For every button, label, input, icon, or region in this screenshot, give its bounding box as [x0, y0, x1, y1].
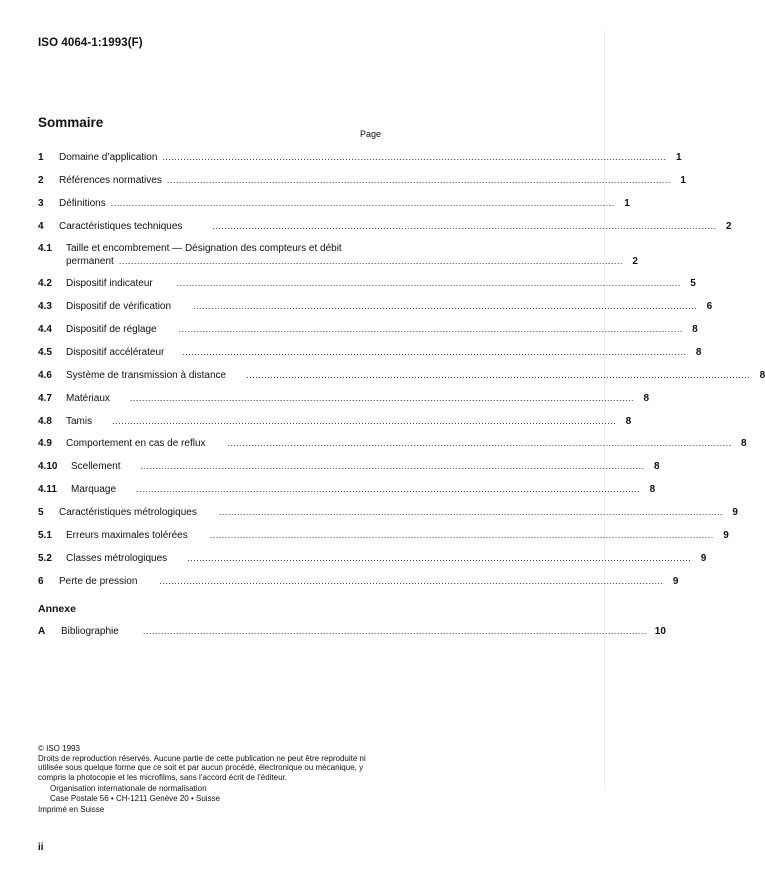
toc-entry: [38, 392, 649, 405]
toc-entry: [38, 460, 660, 473]
toc-leader-dots: [246, 369, 750, 382]
toc-entry-number: 4.8: [38, 416, 52, 427]
toc-entry-page: 8: [643, 393, 649, 404]
toc-entry: [38, 174, 686, 187]
toc-entry-number: 4: [38, 221, 44, 232]
toc-entry-number: 1: [38, 152, 44, 163]
toc-entry: [38, 151, 682, 164]
toc-entry: [38, 625, 666, 638]
toc-leader-dots: [193, 300, 697, 313]
toc-entry-number: 4.9: [38, 438, 52, 449]
printed-in: Imprimé en Suisse: [38, 805, 105, 814]
toc-entry-title: Références normatives: [59, 175, 162, 186]
toc-entry-number: 4.7: [38, 393, 52, 404]
toc-entry: [38, 529, 729, 542]
toc-entry: [38, 346, 702, 359]
toc-entry-title: Bibliographie: [61, 626, 119, 637]
toc-entry-page: 8: [649, 484, 656, 495]
toc-leader-dots: [167, 174, 671, 187]
toc-leader-dots: [177, 277, 681, 290]
toc-entry-page: 8: [654, 461, 660, 472]
toc-leader-dots: [143, 625, 647, 638]
toc-entry-page: 9: [732, 507, 738, 518]
organization-name: Organisation internationale de normalisation: [50, 784, 207, 793]
toc-leader-dots: [112, 415, 616, 428]
toc-entry: [38, 506, 738, 519]
toc-entry-title: Tamis: [66, 416, 93, 427]
toc-entry-page: 1: [624, 198, 630, 209]
toc-entry-page: 1: [675, 152, 682, 163]
toc-entry-title-block: [66, 242, 638, 268]
toc-entry: [38, 483, 656, 496]
toc-entry: [38, 300, 713, 313]
toc-entry-title: Scellement: [71, 461, 121, 472]
toc-entry-title: Erreurs maximales tolérées: [66, 530, 188, 541]
toc-entry-title: Caractéristiques techniques: [59, 221, 183, 232]
toc-entry-page: 8: [759, 370, 765, 381]
toc-entry-page: 9: [700, 553, 707, 564]
toc-entry-page: 6: [706, 301, 713, 312]
copyright-footer: [38, 744, 384, 815]
toc-entry-title: Système de transmission à distance: [66, 370, 227, 381]
copyright-notice: © ISO 1993: [38, 744, 80, 753]
toc-entry: [38, 323, 698, 336]
toc-entry-number: 4.3: [38, 301, 52, 312]
toc-entry-title: Comportement en cas de reflux: [66, 438, 206, 449]
toc-entry-title-continued: permanent: [66, 256, 114, 267]
toc-leader-dots: [119, 255, 623, 268]
organization-address: Case Postale 56 • CH-1211 Genève 20 • Suisse: [50, 793, 220, 803]
toc-entry: [38, 242, 638, 268]
toc-entry-number: 5.1: [38, 530, 52, 541]
toc-leader-dots: [212, 220, 716, 233]
toc-entry-title: Perte de pression: [59, 576, 138, 587]
toc-entry: [38, 415, 632, 428]
toc-entry-page: 5: [690, 278, 696, 289]
toc-entry-page: 8: [625, 416, 632, 427]
document-id: ISO 4064-1:1993(F): [38, 37, 143, 49]
toc-entry-page: 10: [654, 626, 666, 637]
toc-entry-number: 3: [38, 198, 44, 209]
toc-title: Sommaire: [38, 115, 104, 130]
toc-page-column-label: Page: [359, 129, 381, 139]
toc-entry-title: Classes métrologiques: [66, 553, 168, 564]
toc-entry-page: 9: [723, 530, 729, 541]
toc-entry-page: 2: [632, 256, 638, 267]
toc-entry: [38, 277, 696, 290]
toc-entry-title: Dispositif indicateur: [66, 278, 153, 289]
toc-entry-page: 2: [725, 221, 732, 232]
toc-leader-dots: [219, 506, 723, 519]
toc-leader-dots: [228, 437, 732, 450]
toc-entry-title: Dispositif de réglage: [66, 324, 157, 335]
toc-leader-dots: [159, 575, 663, 588]
annex-heading: Annexe: [38, 603, 76, 615]
toc-entry-title: Domaine d’application: [59, 152, 158, 163]
toc-entry-number: 2: [38, 175, 44, 186]
toc-entry-number: 5.2: [38, 553, 52, 564]
toc-entry: [38, 575, 679, 588]
toc-leader-dots: [182, 346, 686, 359]
toc-entry-title: Définitions: [59, 198, 106, 209]
toc-leader-dots: [130, 392, 634, 405]
toc-entry-number: 4.11: [38, 484, 57, 495]
toc-entry-title: Taille et encombrement — Désignation des compteurs et débit: [66, 243, 342, 254]
toc-entry-number: 4.10: [38, 461, 58, 472]
toc-leader-dots: [136, 483, 640, 496]
toc-entry-number: 6: [38, 576, 44, 587]
toc-entry: [38, 220, 732, 233]
toc-entry-title: Caractéristiques métrologiques: [59, 507, 197, 518]
toc-leader-dots: [210, 529, 714, 542]
toc-leader-dots: [179, 323, 683, 336]
toc-entry-title: Marquage: [71, 484, 117, 495]
toc-entry-page: 9: [672, 576, 679, 587]
toc-entry: [38, 197, 630, 210]
toc-entry-number: 4.5: [38, 347, 52, 358]
toc-entry-title: Dispositif de vérification: [66, 301, 172, 312]
toc-entry-number: 4.4: [38, 324, 52, 335]
toc-entry-number: 4.1: [38, 243, 52, 254]
scan-edge-line: [604, 30, 605, 790]
toc-entry-title-line2-row: [66, 255, 638, 268]
toc-entry-number: 4.2: [38, 278, 52, 289]
toc-leader-dots: [187, 552, 691, 565]
rights-statement: Droits de reproduction réservés. Aucune partie de cette publication ne peut être reproduite ni utilisée sous quelque forme que ce soit et par aucun procédé, électronique ou mécanique, y compris la photocopie et les microfilms, sans l’accord écrit de l’éditeur.: [38, 753, 366, 782]
toc-leader-dots: [162, 151, 666, 164]
toc-entry-title: Matériaux: [66, 393, 110, 404]
toc-entry: [38, 369, 765, 382]
toc-entry-number: 4.6: [38, 370, 52, 381]
page-number: ii: [38, 842, 44, 853]
toc-entry-number: 5: [38, 507, 44, 518]
toc-entry-number: A: [38, 626, 46, 637]
toc-leader-dots: [111, 197, 615, 210]
toc-entry-page: 8: [692, 324, 698, 335]
toc-entry-page: 1: [680, 175, 686, 186]
toc-entry-page: 8: [741, 438, 747, 449]
toc-leader-dots: [140, 460, 644, 473]
toc-entry: [38, 437, 747, 450]
toc-entry: [38, 552, 707, 565]
toc-entry-title: Dispositif accélérateur: [66, 347, 165, 358]
toc-entry-page: 8: [695, 347, 702, 358]
